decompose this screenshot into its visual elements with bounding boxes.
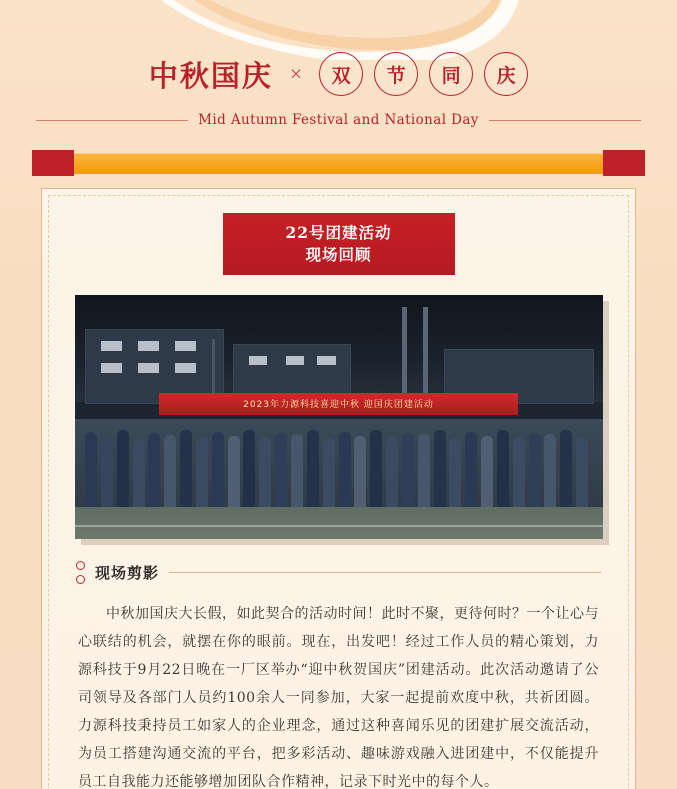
photo-tower (423, 307, 428, 405)
photo-person (85, 432, 97, 508)
photo-person (196, 438, 208, 507)
photo-person (402, 433, 414, 508)
photo-person (133, 439, 145, 508)
page-title: 中秋国庆 (148, 58, 273, 93)
photo-window (317, 356, 335, 365)
photo-person (228, 436, 240, 507)
photo-person (101, 437, 113, 507)
photo-person (576, 438, 588, 507)
photo-person (544, 434, 556, 507)
activity-ribbon (223, 213, 455, 275)
photo-person (164, 435, 176, 507)
photo-person (117, 430, 129, 507)
photo-ground (75, 507, 603, 539)
photo-person (354, 436, 366, 507)
content-card (41, 188, 636, 789)
circle-char-4: 庆 (484, 52, 528, 96)
photo-person (434, 430, 446, 507)
photo-person (560, 430, 572, 507)
circle-char-group (319, 52, 528, 96)
banner-middle (74, 153, 603, 174)
photo-person (148, 433, 160, 508)
photo-window (138, 363, 159, 373)
banner-end-left (32, 150, 74, 176)
page-subtitle: Mid Autumn Festival and National Day (198, 112, 479, 128)
photo-person (449, 438, 461, 507)
section-title: 现场剪影 (95, 564, 160, 582)
section-heading (76, 561, 601, 584)
circle-char-2: 节 (374, 52, 418, 96)
photo-person (529, 433, 541, 508)
photo-person (243, 430, 255, 507)
group-photo (75, 295, 603, 539)
photo-banner-text: 2023年力源科技喜迎中秋 迎国庆团建活动 (159, 393, 518, 415)
photo-person (386, 437, 398, 507)
photo-window (249, 356, 267, 365)
title-row (0, 52, 677, 96)
photo-person (180, 430, 192, 507)
photo-person (370, 430, 382, 507)
photo-person (481, 436, 493, 507)
photo-person (212, 432, 224, 508)
circle-char-1: 双 (319, 52, 363, 96)
ribbon-line-1: 22号团建活动 (285, 222, 392, 242)
banner-end-right (603, 150, 645, 176)
photo-window (175, 363, 196, 373)
decorative-dots-icon (76, 561, 85, 584)
photo-window (138, 341, 159, 351)
photo-person (307, 430, 319, 507)
title-separator: × (288, 64, 304, 84)
photo-person (339, 432, 351, 508)
subtitle-rule-left (36, 120, 188, 121)
photo-person (291, 434, 303, 507)
circle-char-3: 同 (429, 52, 473, 96)
photo-crowd (75, 419, 603, 507)
page-header (0, 0, 677, 128)
photo-tower (402, 307, 407, 405)
photo-person (418, 434, 430, 507)
photo-person (259, 437, 271, 507)
photo-window (175, 341, 196, 351)
section-rule (169, 572, 601, 573)
photo-person (275, 433, 287, 508)
photo-court-line (75, 525, 603, 527)
ribbon-line-2: 现场回顾 (305, 245, 372, 264)
photo-window (101, 341, 122, 351)
subtitle-row (0, 112, 677, 128)
photo-person (323, 438, 335, 507)
subtitle-rule-right (489, 120, 641, 121)
photo-window (101, 363, 122, 373)
divider-banner (32, 150, 645, 176)
article-body: 中秋加国庆大长假，如此契合的活动时间！此时不聚，更待何时？一个让心与心联结的机会，就摆在你的眼前。现在，出发吧！经过工作人员的精心策划，力源科技于9月22日晚在一厂区举办“迎中秋贺国庆”团建活动。此次活动邀请了公司领导及各部门人员约100余人一同参加，大家一起提前欢度中秋，共祈团圆。力源科技秉持员工如家人的企业理念，通过这种喜闻乐见的团建扩展交流活动，为员工搭建沟通交流的平台，把多彩活动、趣味游戏融入进团建中，不仅能提升员工自我能力还能够增加团队合作精神，记录下时光中的每个人。 (78, 606, 599, 789)
group-photo-wrapper (75, 295, 603, 539)
photo-person (497, 430, 509, 507)
photo-person (465, 432, 477, 508)
photo-person (513, 437, 525, 507)
photo-window (286, 356, 304, 365)
